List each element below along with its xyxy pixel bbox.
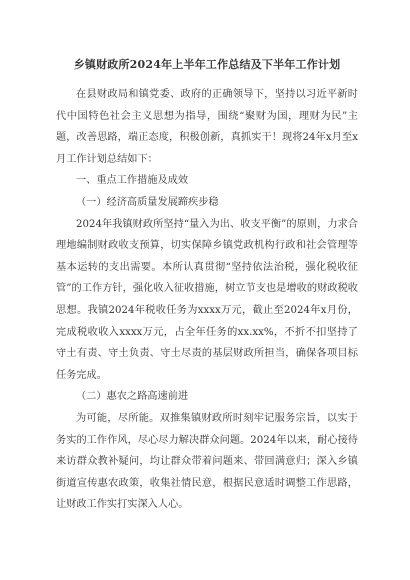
document-page: [56, 56, 358, 516]
document-title: 乡镇财政所2024年上半年工作总结及下半年工作计划: [73, 58, 341, 71]
intro-paragraph: 在县财政局和镇党委、政府的正确领导下，坚持以习近平新时代中国特色社会主义思想为指导，围绕“聚财为国，理财为民”主题，改善思路，端正态度，积极创新，真抓实干！现将24年x月至x月工作计划总结如下：: [56, 89, 358, 165]
subsection-heading-1: （一）经济高质量发展蹄疾步稳: [76, 196, 219, 208]
section-heading-1: 一、重点工作措施及成效: [76, 175, 189, 187]
subsection-2-paragraph: 为可能，尽所能。双推集镇财政所时刻牢记服务宗旨，以实于务实的工作作风，尽心尽力解决群众问题。2024年以来，耐心接待来访群众教补疑问，均让群众带着问题来、带回满意归；深入乡镇街道宣传惠农政策，收集社情民意，根据民意适时调整工作思路，让财政工作实打实深入人心。: [56, 412, 358, 511]
subsection-1-paragraph: 2024年我镇财政所坚持“量入为出、收支平衡”的原则，力求合理地编制财政收支预算，切实保障乡镇党政机构行政和社会管理等基本运转的支出需要。本所认真贯彻“坚持依法治税，强化税收征管”的工作方针，强化收入征收措施，树立节支也是增收的财政税收思想。我镇2024年税收任务为xxxx万元，截止至2024年x月份，完成税收收入xxxx万元，占全年任务的xx.xx%，不折不扣坚持了守土有责、守土负责、守土尽责的基层财政所担当，确保各项目标任务完成。: [56, 218, 358, 381]
subsection-heading-2: （二）惠农之路高速前进: [76, 391, 189, 403]
